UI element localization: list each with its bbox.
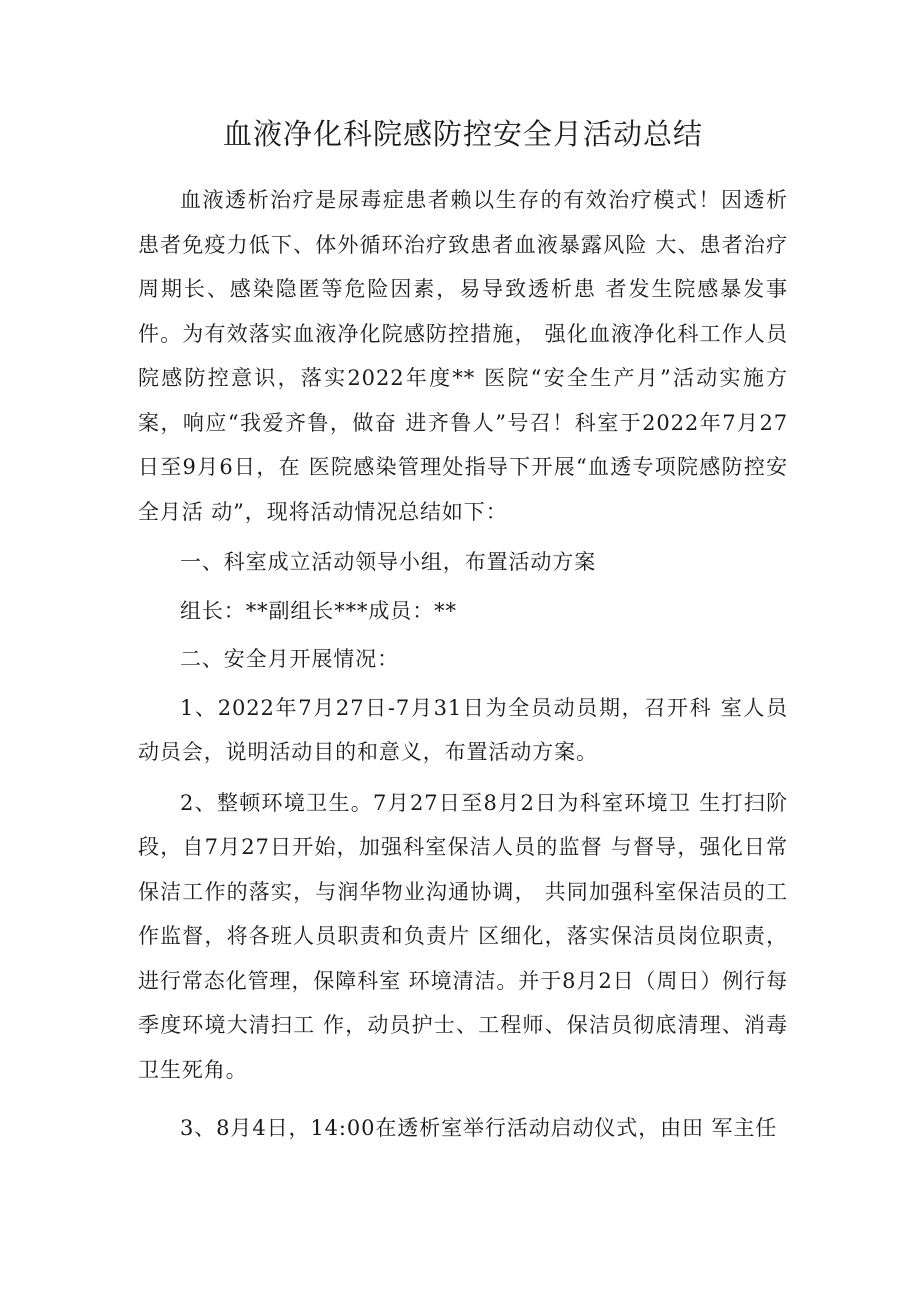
document-title: 血液净化科院感防控安全月活动总结 — [222, 117, 703, 151]
item-1-paragraph: 1、2022年7月27日-7月31日为全员动员期，召开科 室人员动员会，说明活动目的和意义，布置活动方案。 — [138, 695, 788, 764]
section-1-heading: 一、科室成立活动领导小组，布置活动方案 — [180, 550, 597, 574]
section-1-members: 组长：**副组长***成员：** — [180, 598, 457, 623]
item-2-paragraph: 2、整顿环境卫生。7月27日至8月2日为科室环境卫 生打扫阶段，自7月27日开始，加强科室保洁人员的监督 与督导，强化日常保洁工作的落实，与润华物业沟通协调， 共同加强科室保洁员的工作监督，将各班人员职责和负责片 区细化，落实保洁员岗位职责，进行常态化管理，保障科室 环境清洁。并于8月2日（周日）例行每季度环境大清扫工 作，动员护士、工程师、保洁员彻底清理、消毒卫生死角。 — [138, 790, 788, 1082]
document-page — [138, 96, 788, 1151]
section-2-heading: 二、安全月开展情况： — [180, 647, 399, 671]
item-3-paragraph: 3、8月4日，14:00在透析室举行活动启动仪式，由田 军主任 — [180, 1116, 778, 1140]
intro-paragraph: 血液透析治疗是尿毒症患者赖以生存的有效治疗模式！因透析患者免疫力低下、体外循环治疗致患者血液暴露风险 大、患者治疗周期长、感染隐匿等危险因素，易导致透析患 者发生院感暴发事件。为有效落实血液净化院感防控措施， 强化血液净化科工作人员院感防控意识，落实2022年度** 医院“安全生产月”活动实施方案，响应“我爱齐鲁，做奋 进齐鲁人”号召！科室于2022年7月27日至9月6日，在 医院感染管理处指导下开展“血透专项院感防控安全月活 动”，现将活动情况总结如下： — [138, 188, 788, 524]
